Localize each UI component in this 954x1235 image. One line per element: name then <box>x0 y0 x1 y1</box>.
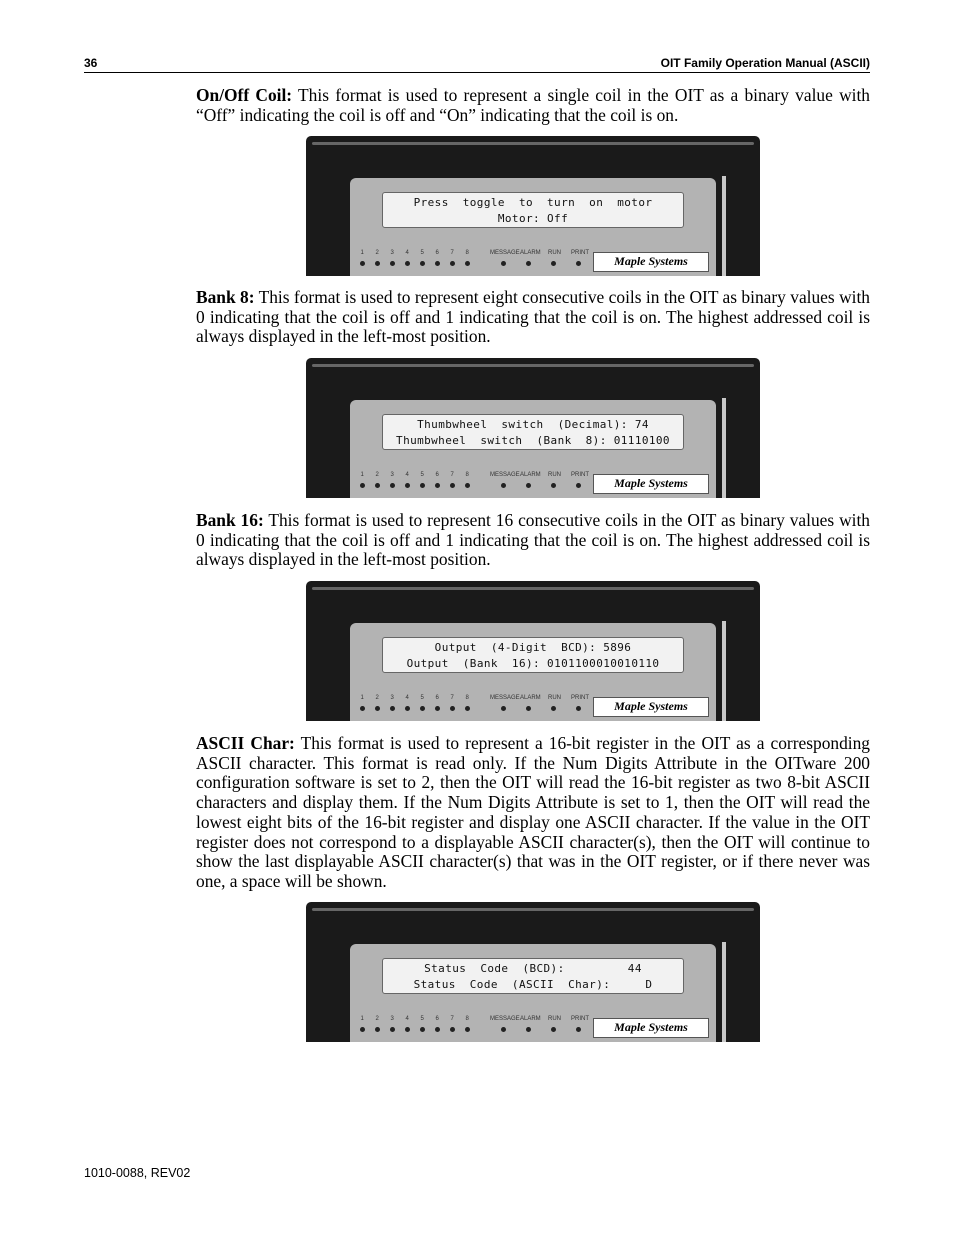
message-led <box>501 1027 506 1032</box>
alarm-label: ALARM <box>520 250 541 256</box>
led-label: 4 <box>405 1016 409 1022</box>
panel-edge <box>722 398 726 498</box>
page-number: 36 <box>84 56 98 70</box>
led-indicator-3 <box>390 483 395 488</box>
led-indicator-4 <box>405 483 410 488</box>
led-label: 7 <box>450 472 454 478</box>
oit-panel-ascii-char <box>306 902 760 1042</box>
print-label: PRINT <box>571 1016 589 1022</box>
paragraph-on-off-coil <box>196 86 870 125</box>
led-indicator-7 <box>450 706 455 711</box>
led-label: 8 <box>465 250 469 256</box>
alarm-label: ALARM <box>520 1016 541 1022</box>
led-label: 1 <box>360 695 364 701</box>
logo-text: Maple Systems <box>614 476 688 490</box>
led-label: 1 <box>360 250 364 256</box>
run-led <box>551 483 556 488</box>
run-led <box>551 706 556 711</box>
led-indicator-5 <box>420 261 425 266</box>
run-label: RUN <box>548 1016 561 1022</box>
lcd-display <box>382 958 684 994</box>
print-led <box>576 261 581 266</box>
run-led <box>551 1027 556 1032</box>
print-label: PRINT <box>571 695 589 701</box>
lcd-line-1: Status Code (BCD): 44 <box>424 962 642 975</box>
lcd-line-2: Status Code (ASCII Char): D <box>413 978 653 991</box>
message-label: MESSAGE <box>490 695 520 701</box>
message-led <box>501 706 506 711</box>
led-indicator-3 <box>390 1027 395 1032</box>
term: On/Off Coil: <box>196 85 293 105</box>
panel-edge <box>722 942 726 1042</box>
led-label: 3 <box>390 695 394 701</box>
alarm-label: ALARM <box>520 695 541 701</box>
led-indicator-7 <box>450 261 455 266</box>
alarm-led <box>526 706 531 711</box>
maple-systems-logo <box>593 474 709 494</box>
print-led <box>576 1027 581 1032</box>
lcd-line-1: Press toggle to turn on motor <box>413 196 653 209</box>
led-indicator-4 <box>405 1027 410 1032</box>
led-label: 5 <box>420 695 424 701</box>
description: This format is used to represent a 16-bit register in the OIT as a corresponding ASCII character. This format is read only. If the Num Digits Attribute in the OITware 200 configuration software is set to 2, then the OIT will read the 16-bit register as two 8-bit ASCII characters and display them. If the Num Digits Attribute is set to 1, then the OIT will read the lowest eight bits of the 16-bit register and display one ASCII character. If the value in the OIT register does not correspond to a displayable ASCII character(s), then the OIT will continue to show the last displayable ASCII character(s) that was in the OIT register, or if there never was one, a space will be shown. <box>196 733 871 891</box>
led-indicator-6 <box>435 483 440 488</box>
led-label: 6 <box>435 250 439 256</box>
panel-bezel <box>350 944 716 1042</box>
alarm-led <box>526 1027 531 1032</box>
oit-panel-on-off-coil <box>306 136 760 276</box>
run-label: RUN <box>548 250 561 256</box>
led-label: 6 <box>435 1016 439 1022</box>
print-label: PRINT <box>571 250 589 256</box>
logo-text: Maple Systems <box>614 254 688 268</box>
led-indicator-8 <box>465 483 470 488</box>
led-label: 3 <box>390 250 394 256</box>
run-label: RUN <box>548 472 561 478</box>
oit-panel-bank-8 <box>306 358 760 498</box>
led-label: 3 <box>390 472 394 478</box>
message-label: MESSAGE <box>490 1016 520 1022</box>
led-indicator-1 <box>360 261 365 266</box>
led-indicator-6 <box>435 1027 440 1032</box>
lcd-line-2: Motor: Off <box>497 212 569 225</box>
paragraph-bank-16 <box>196 511 870 570</box>
term: ASCII Char: <box>196 733 295 753</box>
term: Bank 8: <box>196 287 255 307</box>
print-led <box>576 706 581 711</box>
term: Bank 16: <box>196 510 264 530</box>
maple-systems-logo <box>593 1018 709 1038</box>
led-indicator-1 <box>360 1027 365 1032</box>
print-led <box>576 483 581 488</box>
led-indicator-7 <box>450 1027 455 1032</box>
led-label: 5 <box>420 472 424 478</box>
led-indicator-2 <box>375 261 380 266</box>
led-label: 6 <box>435 472 439 478</box>
alarm-led <box>526 483 531 488</box>
message-led <box>501 261 506 266</box>
led-indicator-2 <box>375 706 380 711</box>
panel-highlight <box>312 587 754 590</box>
led-indicator-5 <box>420 706 425 711</box>
paragraph-ascii-char <box>196 734 870 892</box>
led-indicator-1 <box>360 706 365 711</box>
led-indicator-3 <box>390 706 395 711</box>
message-led <box>501 483 506 488</box>
led-indicator-8 <box>465 1027 470 1032</box>
panel-bezel <box>350 178 716 276</box>
led-indicator-4 <box>405 706 410 711</box>
message-label: MESSAGE <box>490 250 520 256</box>
led-label: 8 <box>465 1016 469 1022</box>
document-number: 1010-0088, REV02 <box>84 1166 191 1180</box>
led-label: 8 <box>465 472 469 478</box>
panel-highlight <box>312 364 754 367</box>
led-indicator-5 <box>420 1027 425 1032</box>
led-indicator-6 <box>435 706 440 711</box>
description: This format is used to represent a single coil in the OIT as a binary value with “Off” indicating the coil is off and “On” indicating that the coil is on. <box>196 85 870 125</box>
paragraph-bank-8 <box>196 288 870 347</box>
led-label: 4 <box>405 695 409 701</box>
oit-panel-bank-16 <box>306 581 760 721</box>
logo-text: Maple Systems <box>614 1020 688 1034</box>
panel-highlight <box>312 142 754 145</box>
page-header <box>84 56 870 73</box>
alarm-label: ALARM <box>520 472 541 478</box>
manual-title: OIT Family Operation Manual (ASCII) <box>660 56 870 70</box>
led-label: 4 <box>405 250 409 256</box>
lcd-display <box>382 637 684 673</box>
led-label: 5 <box>420 1016 424 1022</box>
led-indicator-3 <box>390 261 395 266</box>
lcd-line-1: Output (4-Digit BCD): 5896 <box>434 641 632 654</box>
led-label: 1 <box>360 1016 364 1022</box>
led-label: 2 <box>375 1016 379 1022</box>
logo-text: Maple Systems <box>614 699 688 713</box>
panel-bezel <box>350 400 716 498</box>
led-label: 2 <box>375 695 379 701</box>
panel-edge <box>722 621 726 721</box>
led-label: 2 <box>375 472 379 478</box>
run-label: RUN <box>548 695 561 701</box>
led-indicator-5 <box>420 483 425 488</box>
led-indicator-4 <box>405 261 410 266</box>
led-label: 4 <box>405 472 409 478</box>
description: This format is used to represent 16 consecutive coils in the OIT as binary values with 0 indicating that the coil is off and 1 indicating that the coil is on. The highest addressed coil is always displayed in the left-most position. <box>196 510 870 570</box>
led-label: 6 <box>435 695 439 701</box>
led-indicator-8 <box>465 706 470 711</box>
led-indicator-6 <box>435 261 440 266</box>
led-indicator-7 <box>450 483 455 488</box>
alarm-led <box>526 261 531 266</box>
panel-edge <box>722 176 726 276</box>
led-indicator-1 <box>360 483 365 488</box>
led-label: 7 <box>450 695 454 701</box>
maple-systems-logo <box>593 697 709 717</box>
lcd-display <box>382 192 684 228</box>
lcd-line-1: Thumbwheel switch (Decimal): 74 <box>417 418 649 431</box>
led-label: 5 <box>420 250 424 256</box>
lcd-display <box>382 414 684 450</box>
led-label: 3 <box>390 1016 394 1022</box>
panel-highlight <box>312 908 754 911</box>
led-indicator-2 <box>375 1027 380 1032</box>
led-label: 7 <box>450 1016 454 1022</box>
description: This format is used to represent eight consecutive coils in the OIT as binary values with 0 indicating that the coil is off and 1 indicating that the coil is on. The highest addressed coil is always displayed in the left-most position. <box>196 287 870 347</box>
maple-systems-logo <box>593 252 709 272</box>
led-indicator-8 <box>465 261 470 266</box>
lcd-line-2: Output (Bank 16): 0101100010010110 <box>406 657 660 670</box>
led-label: 2 <box>375 250 379 256</box>
led-indicator-2 <box>375 483 380 488</box>
led-label: 8 <box>465 695 469 701</box>
run-led <box>551 261 556 266</box>
lcd-line-2: Thumbwheel switch (Bank 8): 01110100 <box>396 434 670 447</box>
led-label: 7 <box>450 250 454 256</box>
panel-bezel <box>350 623 716 721</box>
print-label: PRINT <box>571 472 589 478</box>
message-label: MESSAGE <box>490 472 520 478</box>
led-label: 1 <box>360 472 364 478</box>
